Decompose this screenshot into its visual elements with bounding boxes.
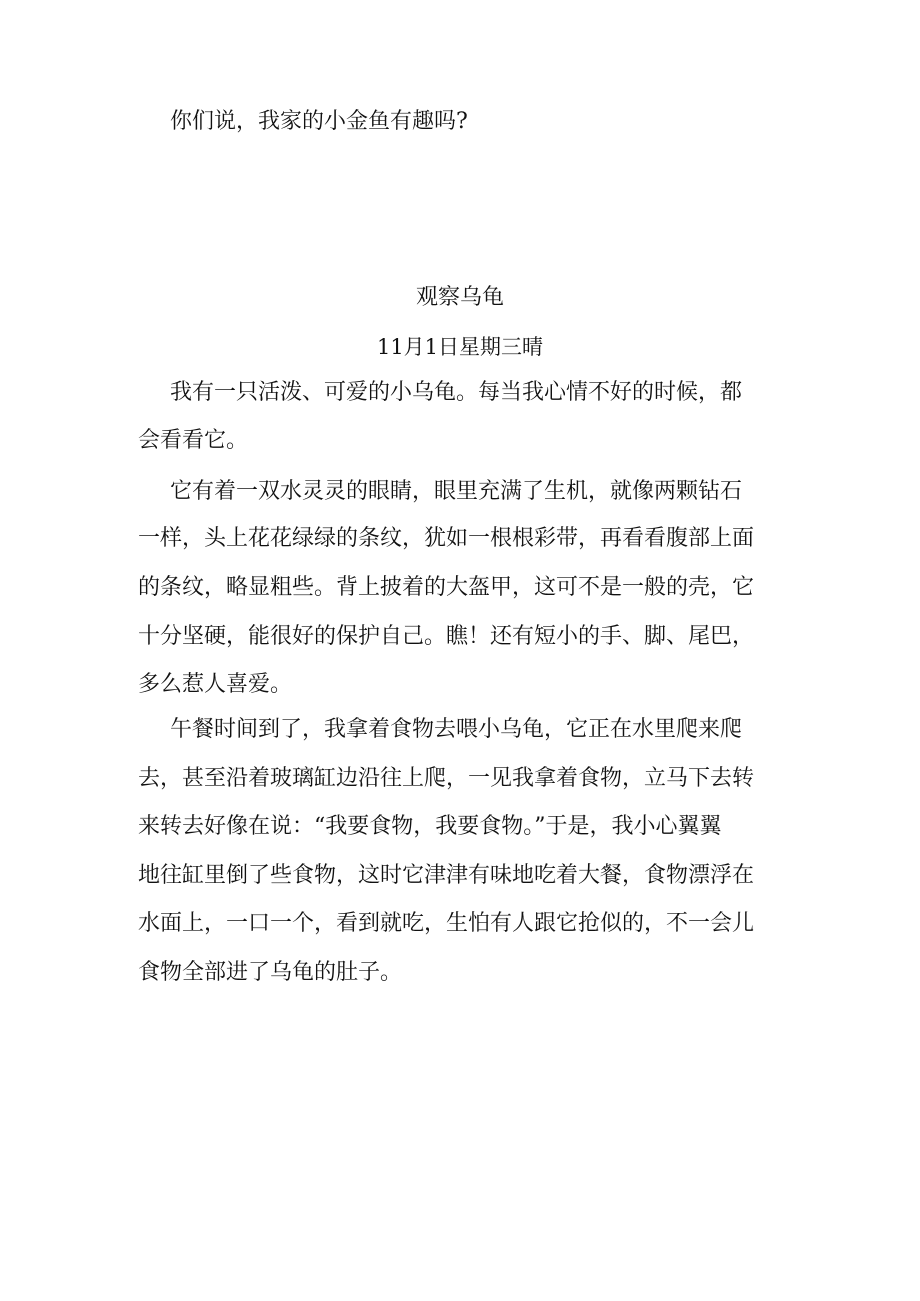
essay-title: 观察乌龟 [415, 285, 504, 310]
intro-line: 你们说，我家的小金鱼有趣吗? [170, 109, 468, 134]
paragraph-line: 的条纹，略显粗些。背上披着的大盔甲，这可不是一般的壳，它 [138, 575, 755, 600]
date-weather-line: 11月1日星期三晴 [376, 335, 544, 359]
paragraph-line: 会看看它。 [138, 428, 249, 453]
paragraph-line: 我有一只活泼、可爱的小乌龟。每当我心情不好的时候，都 [170, 380, 743, 405]
paragraph-line: 地往缸里倒了些食物，这时它津津有味地吃着大餐，食物漂浮在 [138, 863, 755, 888]
paragraph-line: 它有着一双水灵灵的眼睛，眼里充满了生机，就像两颗钻石 [170, 479, 743, 504]
paragraph-line: 午餐时间到了，我拿着食物去喂小乌龟，它正在水里爬来爬 [170, 717, 743, 742]
paragraph-line: 食物全部进了乌龟的肚子。 [138, 960, 403, 985]
paragraph-line: 多么惹人喜爱。 [138, 672, 293, 697]
paragraph-line: 去，甚至沿着玻璃缸边沿往上爬，一见我拿着食物，立马下去转 [138, 766, 755, 791]
paragraph-line: 来转去好像在说：“我要食物，我要食物。”于是，我小心翼翼 [138, 814, 722, 839]
paragraph-line: 十分坚硬，能很好的保护自己。瞧！还有短小的手、脚、尾巴， [138, 624, 755, 649]
paragraph-line: 一样，头上花花绿绿的条纹，犹如一根根彩带，再看看腹部上面 [138, 526, 755, 551]
paragraph-line: 水面上，一口一个，看到就吃，生怕有人跟它抢似的，不一会儿 [138, 911, 755, 936]
